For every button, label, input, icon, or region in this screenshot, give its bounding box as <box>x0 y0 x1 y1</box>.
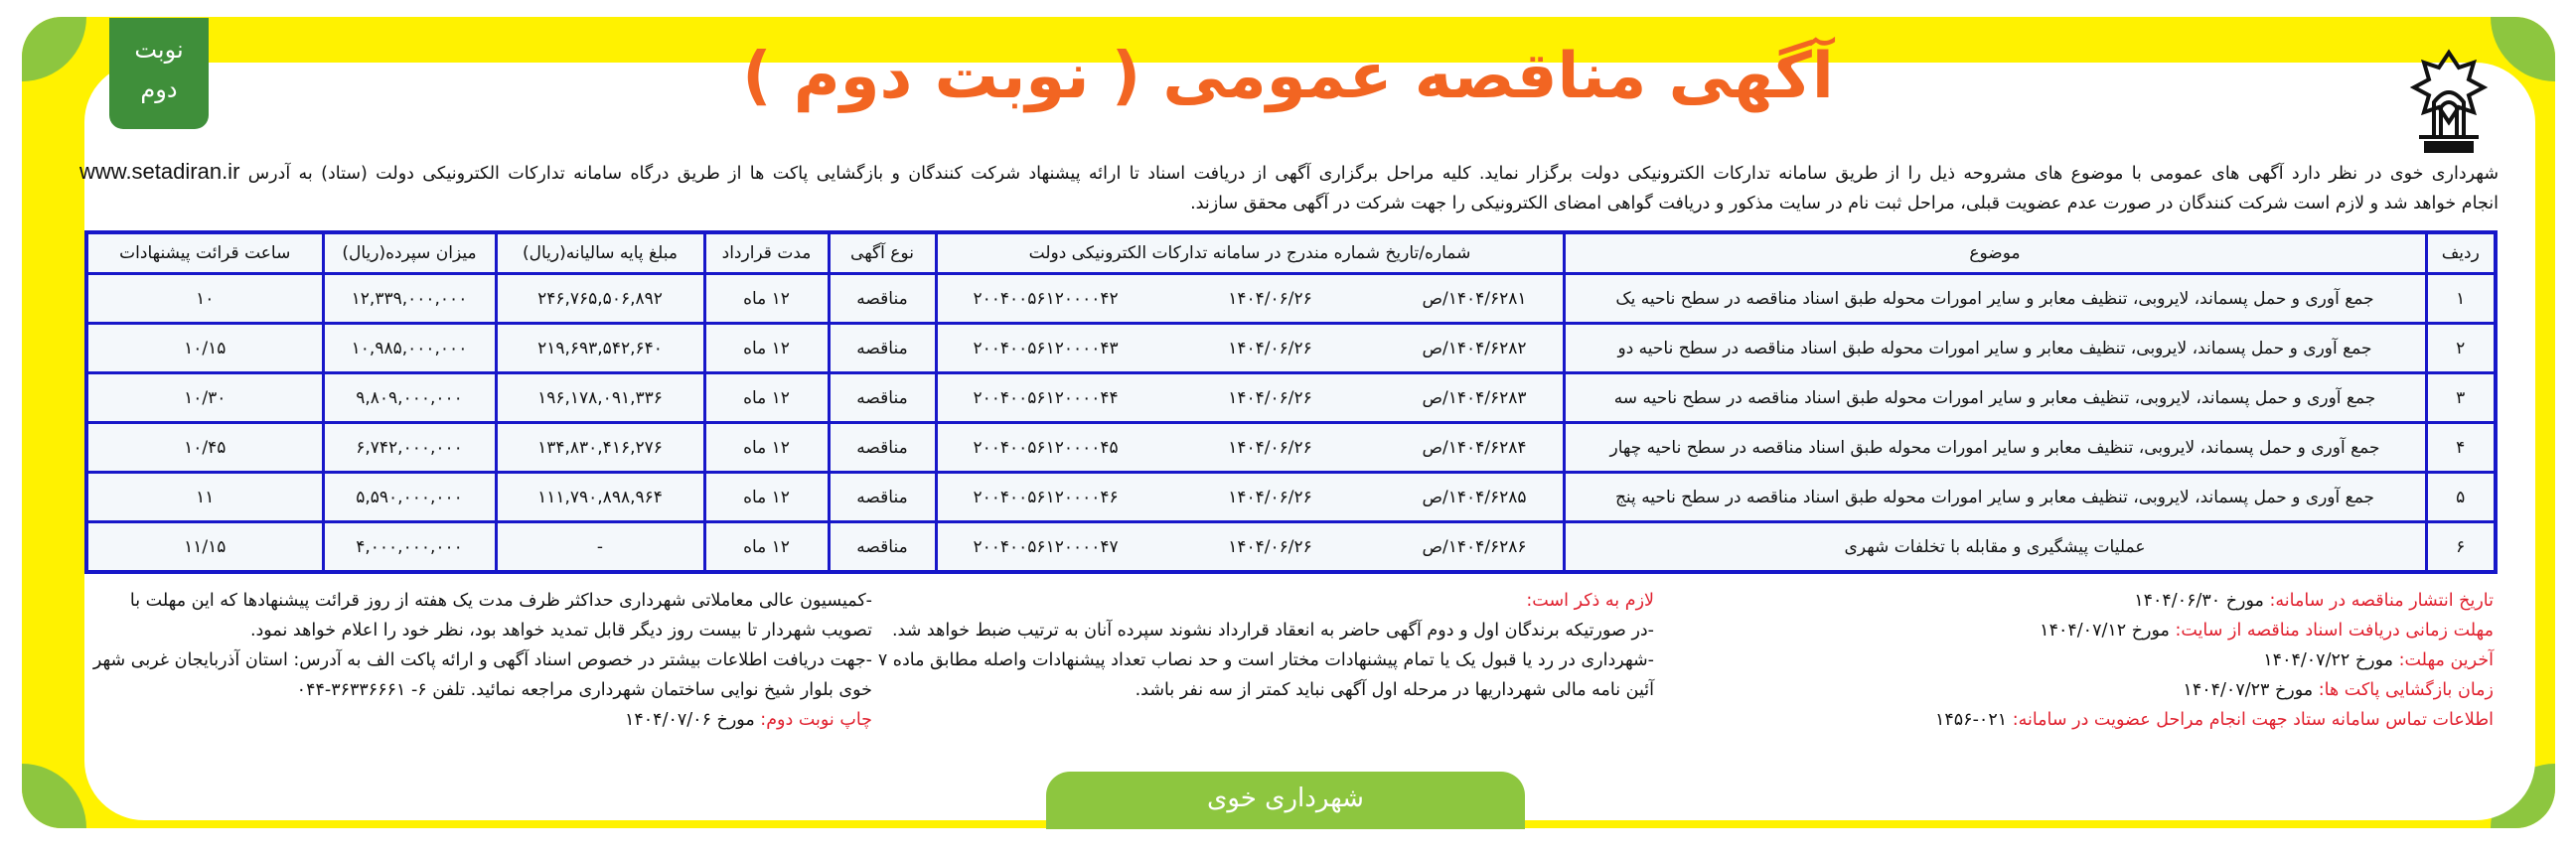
date-label: زمان بازگشایی پاکت ها: <box>2318 680 2494 700</box>
dates-section <box>1669 586 2494 735</box>
date-line <box>1669 586 2494 616</box>
cell-opening-time: ۱۰/۱۵ <box>86 324 323 373</box>
date-label: اطلاعات تماس سامانه ستاد جهت انجام مراحل عضویت در سامانه: <box>2012 710 2494 730</box>
date-value: مورخ ۱۴۰۴/۰۷/۱۲ <box>2040 621 2170 641</box>
date-line <box>1669 616 2494 645</box>
tender-date: ۱۴۰۴/۰۶/۲۶ <box>1228 437 1312 458</box>
cell-index: ۴ <box>2426 423 2496 473</box>
date-label: مهلت زمانی دریافت اسناد مناقصه از سایت: <box>2175 621 2494 641</box>
cell-base-amount: ۱۳۴,۸۳۰,۴۱۶,۲۷۶ <box>496 423 704 473</box>
cell-subject: جمع آوری و حمل پسماند، لایروبی، تنظیف معابر و سایر امورات محوله طبق اسناد مناقصه در سطح ناحیه یک <box>1564 274 2426 324</box>
cell-number <box>936 522 1564 573</box>
tender-code: ۲۰۰۴۰۰۵۶۱۲۰۰۰۰۴۴ <box>973 387 1119 408</box>
cell-duration: ۱۲ ماه <box>704 274 829 324</box>
date-line <box>1669 705 2494 735</box>
cell-subject: جمع آوری و حمل پسماند، لایروبی، تنظیف معابر و سایر امورات محوله طبق اسناد مناقصه در سطح ناحیه سه <box>1564 373 2426 423</box>
cell-deposit: ۴,۰۰۰,۰۰۰,۰۰۰ <box>323 522 496 573</box>
notes-section <box>859 586 1654 705</box>
cell-base-amount: ۱۹۶,۱۷۸,۰۹۱,۳۳۶ <box>496 373 704 423</box>
cell-base-amount: ۲۴۶,۷۶۵,۵۰۶,۸۹۲ <box>496 274 704 324</box>
table-row <box>86 373 2496 423</box>
cell-number <box>936 473 1564 522</box>
tender-table <box>84 230 2498 574</box>
tender-date: ۱۴۰۴/۰۶/۲۶ <box>1228 288 1312 309</box>
intro-line: شهرداری خوی در نظر دارد آگهی های عمومی با موضوع های مشروحه ذیل را از طریق سامانه تدارکات الکترونیکی دولت برگزار نماید. کلیه مراحل برگزاری آگهی از دریافت اسناد تا ارائه پیشنهاد شرکت کنندگان و بازگشایی پاکت ها از طریق درگاه سامانه تدارکات الکترونیکی دولت (ستاد) به آدرس <box>247 164 2499 184</box>
intro-paragraph <box>79 157 2499 218</box>
cell-subject: عملیات پیشگیری و مقابله با تخلفات شهری <box>1564 522 2426 573</box>
notes-heading: لازم به ذکر است: <box>1526 591 1654 611</box>
cell-deposit: ۹,۸۰۹,۰۰۰,۰۰۰ <box>323 373 496 423</box>
intro-line: انجام خواهد شد و لازم است شرکت کنندگان در صورت عدم عضویت قبلی، مراحل ثبت نام در سایت مذکور و دریافت گواهی امضای الکترونیکی را جهت شرکت در آگهی محقق سازند. <box>1190 194 2499 214</box>
table-header-row <box>86 232 2496 274</box>
note-item: -جهت دریافت اطلاعات بیشتر در خصوص اسناد آگهی و ارائه پاکت الف به آدرس: استان آذربایجان غربی شهر خوی بلوار شیخ نوایی ساختمان شهرداری مراجعه نمائید. تلفن ۶- ۳۶۳۳۶۶۶۱-۰۴۴ <box>92 650 872 700</box>
col-header-deposit: میزان سپرده(ریال) <box>323 232 496 274</box>
tender-code: ۲۰۰۴۰۰۵۶۱۲۰۰۰۰۴۵ <box>973 437 1119 458</box>
tender-number: ۱۴۰۴/۶۲۸۱/ص <box>1422 288 1527 309</box>
table-row <box>86 423 2496 473</box>
col-header-index: ردیف <box>2426 232 2496 274</box>
col-header-subject: موضوع <box>1564 232 2426 274</box>
cell-index: ۶ <box>2426 522 2496 573</box>
table-row <box>86 274 2496 324</box>
badge-line: نوبت <box>134 36 184 64</box>
print-label: چاپ نوبت دوم: <box>760 710 872 730</box>
cell-type: مناقصه <box>829 373 936 423</box>
table-row <box>86 324 2496 373</box>
cell-type: مناقصه <box>829 324 936 373</box>
cell-number <box>936 324 1564 373</box>
cell-deposit: ۶,۷۴۲,۰۰۰,۰۰۰ <box>323 423 496 473</box>
date-line <box>1669 645 2494 675</box>
cell-subject: جمع آوری و حمل پسماند، لایروبی، تنظیف معابر و سایر امورات محوله طبق اسناد مناقصه در سطح ناحیه دو <box>1564 324 2426 373</box>
tender-date: ۱۴۰۴/۰۶/۲۶ <box>1228 487 1312 507</box>
cell-opening-time: ۱۰ <box>86 274 323 324</box>
tender-code: ۲۰۰۴۰۰۵۶۱۲۰۰۰۰۴۷ <box>973 536 1119 557</box>
cell-deposit: ۵,۵۹۰,۰۰۰,۰۰۰ <box>323 473 496 522</box>
cell-deposit: ۱۰,۹۸۵,۰۰۰,۰۰۰ <box>323 324 496 373</box>
table-row <box>86 473 2496 522</box>
cell-type: مناقصه <box>829 423 936 473</box>
tender-date: ۱۴۰۴/۰۶/۲۶ <box>1228 536 1312 557</box>
tender-number: ۱۴۰۴/۶۲۸۲/ص <box>1422 338 1527 358</box>
cell-opening-time: ۱۰/۳۰ <box>86 373 323 423</box>
col-header-number: شماره/تاریخ شماره مندرج در سامانه تدارکات الکترونیکی دولت <box>936 232 1564 274</box>
tender-number: ۱۴۰۴/۶۲۸۶/ص <box>1422 536 1527 557</box>
tender-date: ۱۴۰۴/۰۶/۲۶ <box>1228 387 1312 408</box>
col-header-opening-time: ساعت قرائت پیشنهادات <box>86 232 323 274</box>
date-value: مورخ ۱۴۰۴/۰۷/۲۳ <box>2183 680 2314 700</box>
date-label: تاریخ انتشار مناقصه در سامانه: <box>2269 591 2494 611</box>
tender-date: ۱۴۰۴/۰۶/۲۶ <box>1228 338 1312 358</box>
cell-base-amount: ۲۱۹,۶۹۳,۵۴۲,۶۴۰ <box>496 324 704 373</box>
date-line <box>1669 675 2494 705</box>
note-item: -در صورتیکه برندگان اول و دوم آگهی حاضر به انعقاد قرارداد نشوند سپرده آنان به ترتیب ضبط خواهد شد. <box>891 621 1654 641</box>
tender-number: ۱۴۰۴/۶۲۸۳/ص <box>1422 387 1527 408</box>
cell-index: ۱ <box>2426 274 2496 324</box>
cell-index: ۵ <box>2426 473 2496 522</box>
municipality-logo-icon <box>2399 48 2499 157</box>
page-title: آگهی مناقصه عمومی ( نوبت دوم ) <box>742 40 1834 113</box>
footer-tab: شهرداری خوی <box>1046 772 1525 829</box>
cell-duration: ۱۲ ماه <box>704 324 829 373</box>
col-header-duration: مدت قرارداد <box>704 232 829 274</box>
cell-opening-time: ۱۱/۱۵ <box>86 522 323 573</box>
cell-index: ۲ <box>2426 324 2496 373</box>
tender-code: ۲۰۰۴۰۰۵۶۱۲۰۰۰۰۴۶ <box>973 487 1119 507</box>
tender-code: ۲۰۰۴۰۰۵۶۱۲۰۰۰۰۴۳ <box>973 338 1119 358</box>
cell-index: ۳ <box>2426 373 2496 423</box>
cell-duration: ۱۲ ماه <box>704 423 829 473</box>
cell-duration: ۱۲ ماه <box>704 522 829 573</box>
cell-opening-time: ۱۱ <box>86 473 323 522</box>
tender-number: ۱۴۰۴/۶۲۸۵/ص <box>1422 487 1527 507</box>
cell-type: مناقصه <box>829 522 936 573</box>
date-value: مورخ ۱۴۰۴/۰۷/۲۲ <box>2263 650 2394 670</box>
tender-code: ۲۰۰۴۰۰۵۶۱۲۰۰۰۰۴۲ <box>973 288 1119 309</box>
badge-line: دوم <box>140 75 178 103</box>
cell-number <box>936 274 1564 324</box>
cell-deposit: ۱۲,۳۳۹,۰۰۰,۰۰۰ <box>323 274 496 324</box>
col-header-type: نوع آگهی <box>829 232 936 274</box>
date-label: آخرین مهلت: <box>2398 650 2494 670</box>
cell-base-amount: ۱۱۱,۷۹۰,۸۹۸,۹۶۴ <box>496 473 704 522</box>
cell-duration: ۱۲ ماه <box>704 373 829 423</box>
cell-number <box>936 373 1564 423</box>
note-item: -کمیسیون عالی معاملاتی شهرداری حداکثر ظرف مدت یک هفته از روز قرائت پیشنهادها که این مهلت با تصویب شهردار تا بیست روز دیگر قابل تمدید خواهد بود، نظر خود را اعلام خواهد نمود. <box>129 591 872 641</box>
cell-number <box>936 423 1564 473</box>
date-value: مورخ ۱۴۰۴/۰۶/۳۰ <box>2134 591 2264 611</box>
note-item: -شهرداری در رد یا قبول یک یا تمام پیشنهادات مختار است و حد نصاب تعداد پیشنهادات واصله مطابق ماده ۷ آئین نامه مالی شهرداریها در مرحله اول آگهی نباید کمتر از سه نفر باشد. <box>877 650 1654 700</box>
table-row <box>86 522 2496 573</box>
notes-left-section <box>82 586 872 735</box>
col-header-base-amount: مبلغ پایه سالیانه(ریال) <box>496 232 704 274</box>
cell-type: مناقصه <box>829 274 936 324</box>
corner-decoration <box>22 764 86 828</box>
date-value: ۰۲۱-۱۴۵۶ <box>1934 710 2008 730</box>
cell-subject: جمع آوری و حمل پسماند، لایروبی، تنظیف معابر و سایر امورات محوله طبق اسناد مناقصه در سطح ناحیه چهار <box>1564 423 2426 473</box>
print-value: مورخ ۱۴۰۴/۰۷/۰۶ <box>624 710 755 730</box>
cell-duration: ۱۲ ماه <box>704 473 829 522</box>
seta-url-link[interactable]: www.setadiran.ir <box>79 159 240 184</box>
cell-subject: جمع آوری و حمل پسماند، لایروبی، تنظیف معابر و سایر امورات محوله طبق اسناد مناقصه در سطح ناحیه پنج <box>1564 473 2426 522</box>
cell-type: مناقصه <box>829 473 936 522</box>
tender-number: ۱۴۰۴/۶۲۸۴/ص <box>1422 437 1527 458</box>
cell-base-amount: - <box>496 522 704 573</box>
cell-opening-time: ۱۰/۴۵ <box>86 423 323 473</box>
